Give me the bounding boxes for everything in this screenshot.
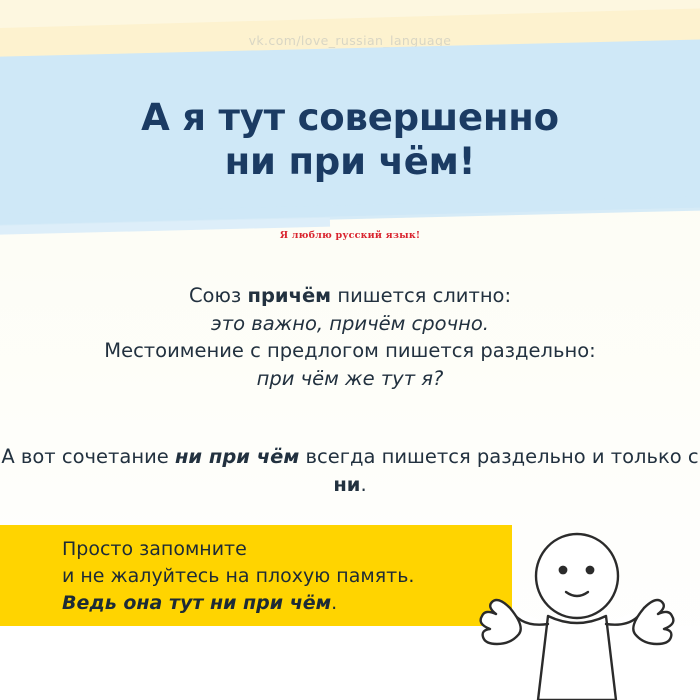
rule-block (0, 443, 700, 500)
headline-line-2: ни при чём! (224, 139, 476, 183)
brand-signature: Я люблю русский язык! (279, 230, 421, 241)
watermark-text: vk.com/love_russian_language (248, 33, 452, 48)
footer-text (62, 536, 512, 617)
explanation-line-1: Союз причём пишется слитно: (188, 284, 512, 307)
explanation-block (0, 282, 700, 393)
page-title (0, 96, 700, 183)
rule-line-2: раздельно и только с ни. (333, 445, 699, 497)
rule-line-1: А вот сочетание ни при чём всегда пишется (1, 445, 471, 468)
footer-line-1: Просто запомните (62, 538, 247, 560)
shrugging-person-icon (462, 520, 692, 700)
headline-line-1: А я тут совершенно (141, 96, 559, 139)
footer-line-3: Ведь она тут ни при чём. (62, 591, 338, 614)
explanation-line-4: при чём же тут я? (256, 367, 444, 391)
explanation-line-2: это важно, причём срочно. (211, 311, 489, 335)
explanation-line-3: Местоимение с предлогом пишется раздельно: (104, 339, 596, 363)
footer-line-2: и не жалуйтесь на плохую память. (62, 564, 415, 587)
